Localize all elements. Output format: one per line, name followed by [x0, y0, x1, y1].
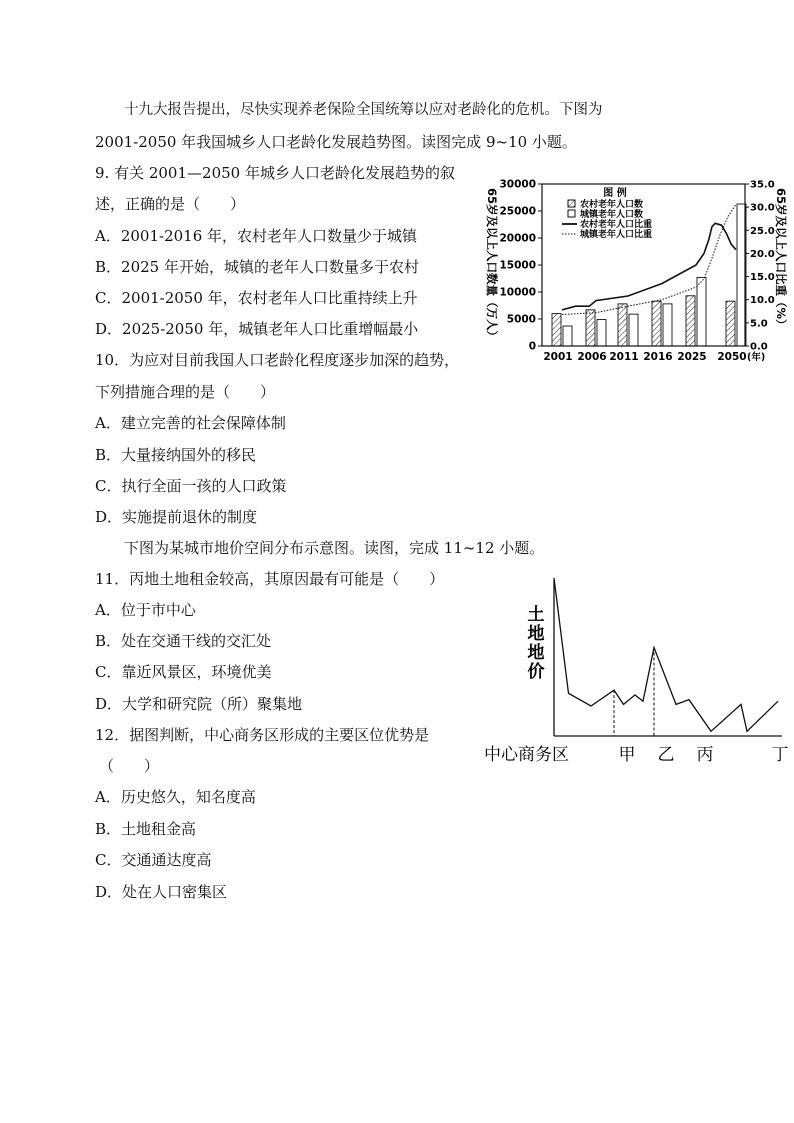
y-tick-label: 15000: [499, 259, 536, 272]
y-tick-label: 5000: [506, 313, 536, 326]
q10-stem-cont: 下列措施合理的是（ ）: [95, 383, 276, 401]
y-axis-title-char: 地: [527, 624, 545, 644]
q10-option-a[interactable]: A．建立完善的社会保障体制: [95, 414, 286, 432]
y-tick-label: 30000: [499, 178, 536, 191]
y2-tick-label: 0.0: [750, 341, 768, 353]
y-axis-title: 65岁及以上人口数量（万人）: [485, 188, 499, 343]
category-label-ding: 丁: [771, 745, 789, 765]
q12-stem: 12．据图判断，中心商务区形成的主要区位优势是: [95, 726, 430, 744]
legend-label: 城镇老年人口数: [580, 210, 644, 220]
q12-option-a[interactable]: A．历史悠久，知名度高: [95, 788, 256, 806]
bar-rural: [586, 310, 595, 346]
aging-trend-chart: [480, 170, 790, 370]
category-label-jia: 甲: [618, 745, 636, 765]
y2-tick-label: 15.0: [750, 272, 775, 284]
q9-option-d[interactable]: D．2025-2050 年，城镇老年人口比重增幅最小: [95, 320, 419, 338]
bar-rural: [618, 304, 627, 346]
y2-tick-label: 10.0: [750, 295, 775, 307]
y-axis-title-char: 价: [527, 662, 545, 682]
x-unit-label: (年): [747, 352, 766, 363]
y-tick-label: 0: [528, 340, 536, 353]
q12-option-d[interactable]: D．处在人口密集区: [95, 883, 228, 901]
y-tick-label: 25000: [499, 205, 536, 218]
intro-line-1: 十九大报告提出，尽快实现养老保险全国统筹以应对老龄化的危机。下图为: [124, 102, 603, 118]
q12-option-c[interactable]: C．交通通达度高: [95, 851, 212, 869]
q12-option-b[interactable]: B．土地租金高: [95, 820, 197, 838]
y-tick-label: 10000: [499, 286, 536, 299]
q9-option-a[interactable]: A．2001-2016 年，农村老年人口数量少于城镇: [95, 227, 418, 245]
bar-rural: [726, 301, 735, 346]
legend-label: 城镇老年人口比重: [580, 230, 653, 240]
x-tick-label: 2025: [677, 351, 707, 363]
q9-option-c[interactable]: C．2001-2050 年，农村老年人口比重持续上升: [95, 289, 418, 307]
land-price-chart: [480, 572, 792, 768]
x-tick-label: 2006: [577, 351, 607, 363]
q11-option-c[interactable]: C．靠近风景区，环境优美: [95, 663, 272, 681]
q11-option-a[interactable]: A．位于市中心: [95, 601, 196, 619]
intro-2: 下图为某城市地价空间分布示意图。读图，完成 11~12 小题。: [124, 539, 545, 557]
x-tick-label: 2001: [543, 351, 573, 363]
y2-tick-label: 20.0: [750, 248, 775, 260]
q10-option-c[interactable]: C．执行全面一孩的人口政策: [95, 477, 287, 495]
legend-swatch-rural-count: [568, 200, 575, 207]
legend-label: 农村老年人口比重: [580, 220, 653, 230]
y2-tick-label: 5.0: [750, 318, 768, 330]
bar-urban: [663, 304, 672, 346]
x-tick-label: 2016: [643, 351, 673, 363]
y2-tick-label: 30.0: [750, 202, 775, 214]
bar-rural: [652, 301, 661, 346]
bar-urban: [563, 326, 572, 346]
q9-option-b[interactable]: B．2025 年开始，城镇的老年人口数量多于农村: [95, 258, 419, 276]
q10-stem: 10．为应对目前我国人口老龄化程度逐步加深的趋势，: [95, 351, 460, 369]
bar-urban: [597, 320, 606, 346]
q11-stem: 11．丙地土地租金较高，其原因最有可能是（ ）: [95, 570, 445, 588]
q10-option-d[interactable]: D．实施提前退休的制度: [95, 508, 258, 526]
q9-stem: 9. 有关 2001—2050 年城乡人口老龄化发展趋势的叙: [95, 164, 455, 182]
category-label-cbd: 中心商务区: [484, 745, 569, 765]
x-tick-label: 2011: [609, 351, 639, 363]
x-tick-label: 2050: [717, 351, 747, 363]
legend-swatch-urban-count: [568, 210, 575, 217]
bar-urban: [697, 277, 706, 346]
land-price-line: [554, 578, 778, 731]
q11-option-d[interactable]: D．大学和研究院（所）聚集地: [95, 695, 303, 713]
category-label-yi: 乙: [657, 745, 675, 765]
bar-rural: [686, 296, 695, 346]
legend-label: 农村老年人口数: [580, 200, 644, 210]
bar-urban: [629, 314, 638, 346]
q12-stem-cont: （ ）: [99, 757, 160, 775]
q9-stem-cont: 述，正确的是（ ）: [95, 195, 246, 213]
y2-axis-title: 65岁及以上人口比重（%）: [774, 188, 788, 331]
bar-rural: [552, 314, 561, 346]
q11-option-b[interactable]: B．处在交通干线的交汇处: [95, 632, 272, 650]
legend-title: 图 例: [603, 188, 627, 199]
y2-tick-label: 35.0: [750, 179, 775, 191]
y2-tick-label: 25.0: [750, 225, 775, 237]
y-axis-title-char: 地: [527, 643, 545, 663]
q10-option-b[interactable]: B．大量接纳国外的移民: [95, 446, 257, 464]
y-axis-title-char: 土: [527, 605, 545, 625]
category-label-bing: 丙: [696, 745, 714, 765]
y-tick-label: 20000: [499, 232, 536, 245]
intro-line-2: 2001-2050 年我国城乡人口老龄化发展趋势图。读图完成 9~10 小题。: [95, 133, 577, 151]
